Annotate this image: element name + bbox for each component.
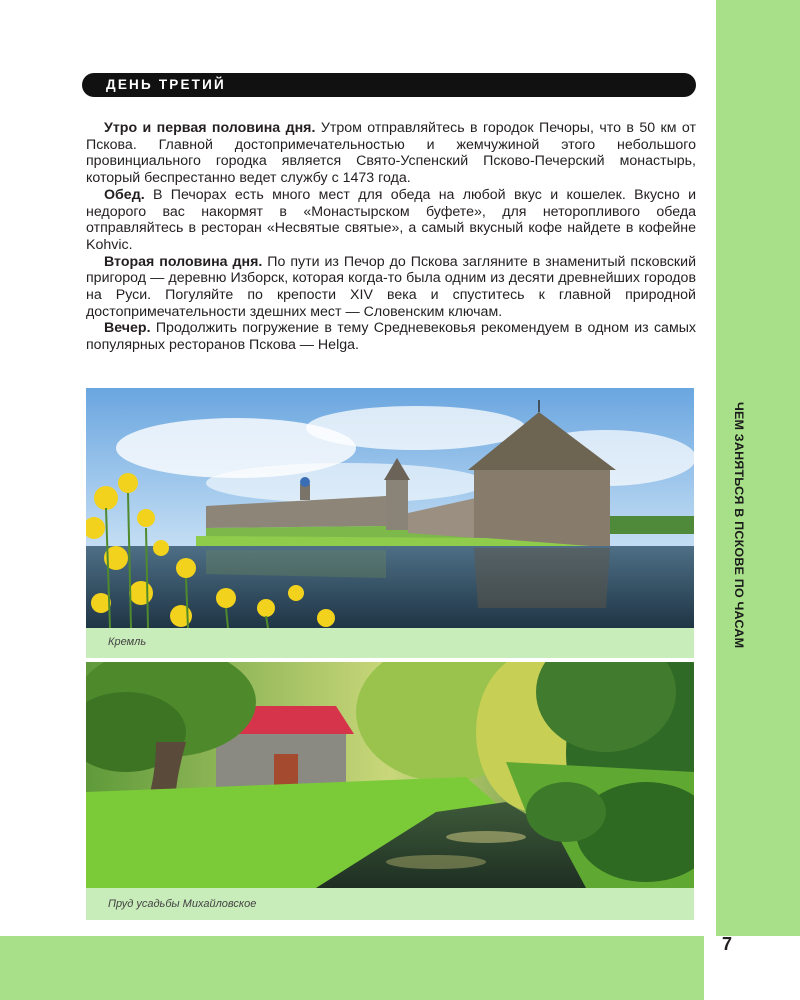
- kremlin-photo: [86, 388, 694, 628]
- paragraph-text: Продолжить погружение в тему Средневековья рекомендуем в одном из самых популярных ресторанов Пскова — Helga.: [86, 320, 696, 354]
- pond-photo: [86, 662, 694, 888]
- section-heading-text: ДЕНЬ ТРЕТИЙ: [106, 77, 226, 92]
- photo-block-kremlin: [86, 388, 694, 658]
- page-number: 7: [722, 934, 733, 954]
- photo-caption: Кремль: [108, 636, 147, 648]
- photo-block-pond: [86, 662, 694, 920]
- paragraph-lead: Утро и первая половина дня.: [104, 120, 316, 136]
- paragraph-lead: Вечер.: [104, 320, 151, 337]
- bottom-band: [0, 936, 800, 1000]
- paragraph-text: По пути из Печор до Пскова загляните в знаменитый псковский пригород — деревню Изборск, которая когда-то была одним из десяти древнейших городов на Руси. Погуляйте по крепости XIV века и спуститесь к главной природной достопримечательности здешних мест — Словенским ключам.: [86, 253, 696, 320]
- paragraph-lunch: [86, 187, 696, 254]
- paragraph-text: Утром отправляйтесь в городок Печоры, что в 50 км от Пскова. Главной достопримечательностью и жемчужиной этого небольшого провинциального городка является Свято-Успенский Псково-Печерский монастырь, который беспрестанно ведет службу с 1473 года.: [86, 120, 697, 187]
- section-heading: [82, 73, 696, 97]
- paragraph-text: В Печорах есть много мест для обеда на любой вкус и кошелек. Вкусно и недорого вас накормят в «Монастырском буфете», для неторопливого обеда отправляйтесь в ресторан «Несвятые святые», а самый вкусный кофе найдете в кофейне Kohvic.: [86, 186, 696, 253]
- body-text: [86, 120, 696, 354]
- paragraph-evening: [86, 320, 696, 353]
- page-number-box: [704, 936, 800, 1000]
- side-band: [716, 0, 800, 1000]
- paragraph-morning: [86, 120, 696, 187]
- paragraph-afternoon: [86, 254, 696, 321]
- running-title: ЧЕМ ЗАНЯТЬСЯ В ПСКОВЕ ПО ЧАСАМ: [732, 402, 746, 649]
- paragraph-lead: Обед.: [104, 186, 145, 203]
- photo-caption: Пруд усадьбы Михайловское: [108, 898, 257, 910]
- paragraph-lead: Вторая половина дня.: [104, 253, 263, 270]
